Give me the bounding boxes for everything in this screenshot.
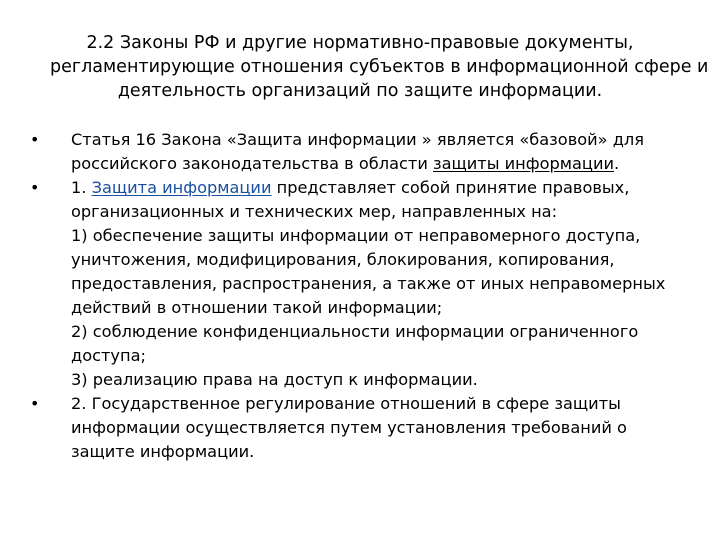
bullet-line: доступа; bbox=[71, 346, 146, 365]
text-fragment: российского законодательства в области bbox=[71, 154, 434, 173]
title-line: деятельность организаций по защите информации. bbox=[117, 81, 603, 101]
bullet-line: защите информации. bbox=[71, 442, 255, 461]
bullet-line: уничтожения, модифицирования, блокирования, копирования, bbox=[71, 250, 615, 269]
bullet-icon: • bbox=[30, 130, 40, 149]
bullet-line bbox=[71, 152, 710, 176]
underlined-term: защиты информации bbox=[433, 154, 614, 173]
title-line: 2.2 Законы РФ и другие нормативно-правовые документы, bbox=[86, 33, 634, 53]
text-fragment: . bbox=[613, 154, 620, 173]
bullet-list bbox=[30, 128, 710, 464]
bullet-line: 3) реализацию права на доступ к информации. bbox=[71, 370, 478, 389]
bullet-icon: • bbox=[30, 178, 40, 197]
definition-link[interactable]: Защита информации bbox=[91, 178, 272, 197]
bullet-line: предоставления, распространения, а также от иных неправомерных bbox=[71, 274, 666, 293]
bullet-line: Статья 16 Закона «Защита информации » является «базовой» для bbox=[71, 130, 644, 149]
bullet-item-regulation bbox=[30, 392, 710, 464]
bullet-line: 2. Государственное регулирование отношений в сфере защиты bbox=[71, 394, 621, 413]
bullet-line: информации осуществляется путем установления требований о bbox=[71, 418, 627, 437]
title-line: регламентирующие отношения субъектов в информационной сфере и bbox=[50, 57, 709, 77]
text-fragment: 1. bbox=[71, 178, 92, 197]
bullet-icon: • bbox=[30, 394, 40, 413]
bullet-line: действий в отношении такой информации; bbox=[71, 298, 443, 317]
bullet-item-definition bbox=[30, 176, 710, 392]
bullet-line: организационных и технических мер, направленных на: bbox=[71, 202, 558, 221]
bullet-line: 1) обеспечение защиты информации от неправомерного доступа, bbox=[71, 226, 641, 245]
bullet-line bbox=[71, 176, 710, 200]
bullet-line: 2) соблюдение конфиденциальности информации ограниченного bbox=[71, 322, 639, 341]
text-fragment: представляет собой принятие правовых, bbox=[271, 178, 630, 197]
bullet-item-article-16 bbox=[30, 128, 710, 176]
slide-title bbox=[50, 31, 709, 103]
